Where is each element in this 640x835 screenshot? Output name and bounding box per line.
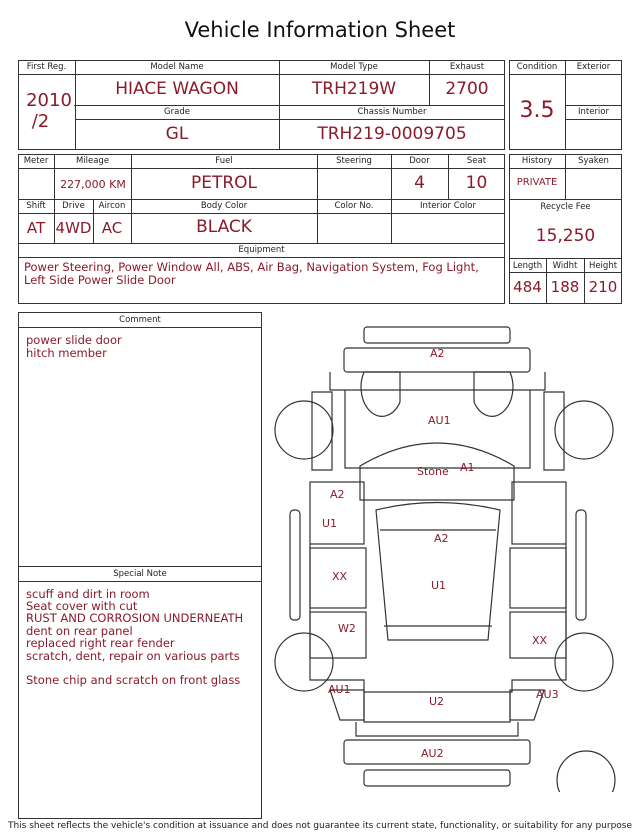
- shift: AT: [26, 219, 46, 237]
- model-name-label: Model Name: [150, 62, 204, 72]
- mark-roof: A2: [434, 532, 449, 545]
- fuel: PETROL: [190, 173, 258, 193]
- length: 484: [513, 278, 542, 296]
- mark-left-door: XX: [332, 570, 348, 583]
- note-line: scratch, dent, repair on various parts: [26, 649, 240, 663]
- mark-hood: AU1: [428, 414, 451, 427]
- interior-color-label: Interior Color: [420, 201, 476, 211]
- mark-right-rear: XX: [532, 634, 548, 647]
- length-label: Length: [512, 261, 543, 271]
- color-no-label: Color No.: [334, 201, 374, 211]
- mark-windshield-grade: A1: [460, 461, 475, 474]
- seat-label: Seat: [466, 156, 487, 166]
- door-label: Door: [409, 156, 430, 166]
- note-line: replaced right rear fender: [26, 636, 175, 650]
- roof: [376, 503, 500, 641]
- mark-front-bumper: A2: [430, 347, 445, 360]
- note-line: dent on rear panel: [26, 624, 133, 638]
- body-color-label: Body Color: [200, 201, 248, 211]
- door: 4: [414, 173, 425, 193]
- page-title: Vehicle Information Sheet: [184, 18, 456, 42]
- fuel-label: Fuel: [215, 156, 233, 166]
- model-name: HIACE WAGON: [115, 79, 239, 99]
- comment-label: Comment: [119, 315, 161, 325]
- note-line: Seat cover with cut: [26, 599, 138, 613]
- aircon: AC: [101, 219, 123, 237]
- history: PRIVATE: [516, 177, 558, 188]
- aircon-label: Aircon: [98, 201, 126, 211]
- drive: 4WD: [55, 219, 92, 237]
- chassis-label: Chassis Number: [357, 107, 427, 117]
- history-label: History: [521, 156, 553, 166]
- mileage: 227,000 KM: [60, 178, 126, 191]
- mark-left-fender-2: U1: [322, 517, 338, 530]
- mileage-label: Mileage: [75, 156, 110, 166]
- disclaimer: This sheet reflects the vehicle's condition at issuance and does not guarantee its current state, functionality, or suitability for any purpose: [7, 821, 633, 831]
- interior-label: Interior: [577, 107, 609, 117]
- exhaust: 2700: [445, 79, 489, 99]
- note-line: RUST AND CORROSION UNDERNEATH: [26, 611, 244, 625]
- mark-tailgate: U2: [429, 695, 445, 708]
- syaken-label: Syaken: [578, 156, 609, 166]
- shift-label: Shift: [26, 201, 46, 211]
- mark-left-rear-wheel: AU1: [328, 683, 351, 696]
- condition-label: Condition: [516, 62, 558, 72]
- model-type-label: Model Type: [330, 62, 378, 72]
- width: 188: [550, 278, 580, 296]
- equipment-list: Power Steering, Power Window All, ABS, Air Bag, Navigation System, Fog Light, Left Side Power Slide Door: [24, 260, 479, 287]
- first-reg-year: 2010: [26, 90, 72, 111]
- mark-right-rear-wheel: AU3: [536, 688, 559, 701]
- mark-rear-bumper: AU2: [421, 747, 444, 760]
- grade-label: Grade: [164, 107, 190, 117]
- drive-label: Drive: [62, 201, 85, 211]
- recycle-fee: 15,250: [535, 226, 596, 246]
- comment-line: hitch member: [26, 346, 107, 360]
- width-label: Widht: [552, 261, 578, 271]
- first-reg-month: /2: [31, 111, 50, 132]
- condition-grade: 3.5: [519, 98, 555, 123]
- height: 210: [588, 278, 618, 296]
- first-reg-label: First Reg.: [26, 62, 67, 72]
- steering-label: Steering: [336, 156, 372, 166]
- special-note-label: Special Note: [113, 569, 167, 579]
- grade: GL: [165, 124, 189, 144]
- exhaust-label: Exhaust: [449, 62, 485, 72]
- front-bumper-top: [364, 327, 510, 343]
- equipment-label: Equipment: [238, 245, 285, 255]
- comment-line: power slide door: [26, 333, 122, 347]
- mark-roof-2: U1: [431, 579, 447, 592]
- chassis-number: TRH219-0009705: [317, 124, 467, 144]
- mark-left-rear: W2: [338, 622, 356, 635]
- height-label: Height: [588, 261, 618, 271]
- seat: 10: [465, 173, 488, 193]
- note-line: Stone chip and scratch on front glass: [26, 673, 241, 687]
- body-color: BLACK: [196, 217, 252, 237]
- mark-left-fender: A2: [330, 488, 345, 501]
- right-fender: [512, 482, 566, 544]
- recycle-label: Recycle Fee: [540, 202, 591, 212]
- vehicle-damage-diagram: [268, 320, 622, 792]
- note-line: scuff and dirt in room: [26, 587, 150, 601]
- mark-windshield: Stone: [417, 465, 449, 478]
- exterior-label: Exterior: [576, 62, 611, 72]
- meter-label: Meter: [23, 156, 49, 166]
- model-type: TRH219W: [311, 79, 397, 99]
